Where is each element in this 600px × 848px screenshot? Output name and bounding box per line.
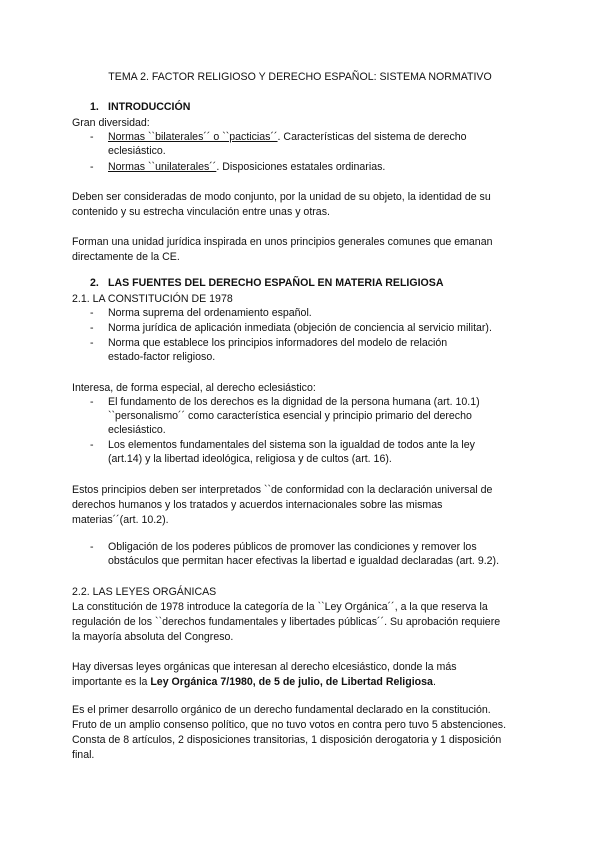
list-item	[0, 396, 600, 438]
bilateral-norms-term: Normas ``bilaterales´´ o ``pacticias´´	[108, 131, 278, 143]
paragraph-line: Interesa, de forma especial, al derecho eclesiástico:	[72, 382, 316, 394]
section-2-heading	[0, 277, 600, 291]
list-item-text: Norma que establece los principios informadores del modelo de relación	[108, 337, 448, 349]
list-item-text: Obligación de los poderes públicos de promover las condiciones y remover los	[108, 541, 477, 553]
paragraph-line: la mayoría absoluta del Congreso.	[72, 631, 234, 643]
paragraph-line	[72, 675, 436, 689]
paragraph-line: Consta de 8 artículos, 2 disposiciones transitorias, 1 disposición derogatoria y 1 disposición	[72, 734, 502, 746]
list-item-text: estado-factor religioso.	[108, 351, 216, 363]
bullet-dash: -	[90, 439, 94, 451]
section-number: 1.	[90, 101, 99, 113]
subsection-heading: 2.2. LAS LEYES ORGÁNICAS	[72, 586, 217, 598]
list-item	[0, 131, 600, 159]
bullet-dash: -	[90, 307, 94, 319]
paragraph-line: Es el primer desarrollo orgánico de un derecho fundamental declarado en la constitución.	[72, 704, 491, 716]
unilateral-norms-term: Normas ``unilaterales´´	[108, 161, 217, 173]
paragraph-line: Deben ser consideradas de modo conjunto, por la unidad de su objeto, la identidad de su	[72, 191, 491, 203]
law-citation: Ley Orgánica 7/1980, de 5 de julio, de Libertad Religiosa	[150, 676, 433, 688]
list-item-text: obstáculos que permitan hacer efectivas la libertad e igualdad declaradas (art. 9.2).	[108, 555, 500, 567]
paragraph-line: Forman una unidad jurídica inspirada en unos principios generales comunes que emanan	[72, 236, 493, 248]
paragraph-text: .	[432, 676, 436, 688]
list-item-text: Los elementos fundamentales del sistema son la igualdad de todos ante la ley	[108, 439, 475, 451]
list-item	[0, 337, 600, 365]
unilateral-norms-desc: . Disposiciones estatales ordinarias.	[216, 161, 386, 173]
bilateral-norms-desc-cont: eclesiástico.	[108, 145, 166, 157]
paragraph-line: materias´´(art. 10.2).	[72, 514, 169, 526]
list-item	[0, 161, 600, 175]
bullet-dash: -	[90, 337, 94, 349]
paragraph-line: final.	[72, 749, 95, 761]
document-title: TEMA 2. FACTOR RELIGIOSO Y DERECHO ESPAÑOL: SISTEMA NORMATIVO	[108, 71, 492, 83]
paragraph-line: Estos principios deben ser interpretados ``de conformidad con la declaración universal de	[72, 484, 493, 496]
list-item	[0, 541, 600, 569]
list-item	[0, 307, 600, 321]
paragraph-line: derechos humanos y los tratados y acuerdos internacionales sobre las mismas	[72, 499, 443, 511]
list-item	[0, 439, 600, 467]
bullet-dash: -	[90, 541, 94, 553]
bullet-dash: -	[90, 161, 94, 173]
section-heading-text: LAS FUENTES DEL DERECHO ESPAÑOL EN MATERIA RELIGIOSA	[108, 277, 444, 289]
list-item-text: (art.14) y la libertad ideológica, religiosa y de cultos (art. 16).	[108, 453, 392, 465]
section-1-heading	[0, 101, 600, 115]
section-heading-text: INTRODUCCIÓN	[108, 101, 191, 113]
bilateral-norms-desc: . Características del sistema de derecho	[277, 131, 467, 143]
paragraph-line: Hay diversas leyes orgánicas que interesan al derecho elcesiástico, donde la más	[72, 661, 457, 673]
paragraph-line: directamente de la CE.	[72, 251, 180, 263]
bullet-dash: -	[90, 322, 94, 334]
bullet-dash: -	[90, 396, 94, 408]
list-item-text: eclesiástico.	[108, 424, 166, 436]
list-item-text: ``personalismo´´ como característica esencial y principio primario del derecho	[108, 410, 472, 422]
subsection-heading: 2.1. LA CONSTITUCIÓN DE 1978	[72, 293, 233, 305]
list-item-text: Norma jurídica de aplicación inmediata (objeción de conciencia al servicio militar).	[108, 322, 492, 334]
list-item-text: El fundamento de los derechos es la dignidad de la persona humana (art. 10.1)	[108, 396, 480, 408]
paragraph-line: contenido y su estrecha vinculación entre unas y otras.	[72, 206, 330, 218]
paragraph-line: regulación de los ``derechos fundamentales y libertades públicas´´. Su aprobación requiere	[72, 616, 501, 628]
paragraph-text: importante es la	[72, 676, 151, 688]
paragraph-line: Fruto de un amplio consenso político, que no tuvo votos en contra pero tuvo 5 abstenciones.	[72, 719, 507, 731]
list-item-text: Norma suprema del ordenamiento español.	[108, 307, 312, 319]
bullet-dash: -	[90, 131, 94, 143]
section-number: 2.	[90, 277, 99, 289]
intro-text: Gran diversidad:	[72, 117, 150, 129]
paragraph-line: La constitución de 1978 introduce la categoría de la ``Ley Orgánica´´, a la que reserva la	[72, 601, 488, 613]
list-item	[0, 322, 600, 336]
